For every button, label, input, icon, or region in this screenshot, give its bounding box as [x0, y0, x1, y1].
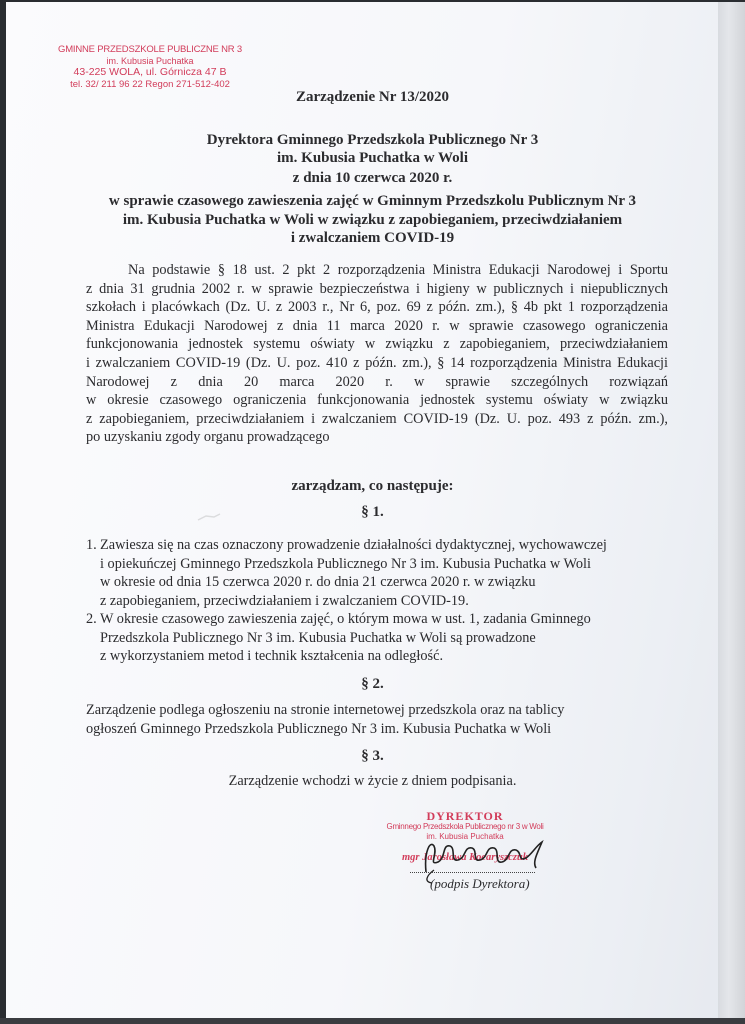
section-2-line: ogłoszeń Gminnego Przedszkola Publicznego Nr 3 im. Kubusia Puchatka w Woli [86, 720, 552, 737]
decree-heading: zarządzam, co następuje: [291, 478, 454, 494]
stamp-line-2: im. Kubusia Puchatka [106, 55, 194, 66]
section-3-heading: § 3. [361, 748, 384, 764]
document-date: z dnia 10 czerwca 2020 r. [292, 170, 453, 186]
director-name: mgr Jarosława Kocaryszczuk [401, 852, 528, 863]
signature-caption: (podpis Dyrektora) [430, 876, 530, 891]
item-line: z wykorzystaniem metod i technik kształcenia na odległość. [100, 648, 444, 664]
scanner-shadow [0, 1018, 745, 1024]
subject-line-3: i zwalczaniem COVID-19 [290, 230, 455, 246]
preamble-line: z dnia 31 grudnia 2002 r. w sprawie bezpieczeństwa i higieny w publicznych i niepublicznych [86, 280, 668, 297]
preamble-line: szkołach i placówkach (Dz. U. z 2003 r., Nr 6, poz. 69 z późn. zm.), § 4b pkt 1 rozporządzenia [86, 299, 668, 316]
document-title: Zarządzenie Nr 13/2020 [295, 89, 450, 105]
section-1-heading: § 1. [361, 504, 384, 520]
item-line: Zawiesza się na czas oznaczony prowadzenie działalności dydaktycznej, wychowawczej [100, 537, 607, 553]
preamble-line: i zwalczaniem COVID-19 (Dz. U. poz. 410 z późn. zm.), § 14 rozporządzenia Ministra Edukacji [86, 354, 668, 371]
preamble-line: funkcjonowania jednostek systemu oświaty w związku z zapobieganiem, przeciwdziałaniem [86, 336, 668, 353]
document-subject [0, 192, 745, 248]
scan-smudge [196, 512, 222, 522]
item-line: w okresie od dnia 15 czerwca 2020 r. do dnia 21 czerwca 2020 r. w związku [100, 574, 536, 590]
section-3-text: Zarządzenie wchodzi w życie z dniem podpisania. [228, 773, 517, 789]
item-line: z zapobieganiem, przeciwdziałaniem i zwalczaniem COVID-19. [100, 592, 469, 609]
section-2-text [86, 701, 564, 738]
issuer-line-1: Dyrektora Gminnego Przedszkola Publicznego Nr 3 [206, 132, 539, 148]
director-stamp-patron: im. Kubusia Puchatka [426, 832, 504, 841]
item-line: i opiekuńczej Gminnego Przedszkola Publicznego Nr 3 im. Kubusia Puchatka w Woli [100, 555, 591, 572]
section-2-heading: § 2. [361, 676, 384, 692]
section-1-item-2 [86, 610, 666, 666]
preamble-line: w okresie czasowego ograniczenia funkcjonowania jednostek systemu oświaty w związku [86, 392, 668, 409]
item-line: Przedszkola Publicznego Nr 3 im. Kubusia Puchatka w Woli są prowadzone [100, 629, 536, 646]
preamble-line: po uzyskaniu zgody organu prowadzącego [86, 429, 330, 446]
preamble-line: Na podstawie § 18 ust. 2 pkt 2 rozporządzenia Ministra Edukacji Narodowej i Sportu [128, 262, 668, 278]
section-2-line: Zarządzenie podlega ogłoszeniu na stronie internetowej przedszkola oraz na tablicy [86, 702, 565, 718]
preamble-line: Narodowej z dnia 20 marca 2020 r. w sprawie szczególnych rozwiązań [86, 373, 668, 390]
section-1-item-1 [86, 536, 666, 610]
preamble-paragraph [86, 261, 668, 447]
stamp-line-1: GMINNE PRZEDSZKOLE PUBLICZNE NR 3 [58, 44, 242, 55]
director-stamp-institution: Gminnego Przedszkola Publicznego nr 3 w Woli [386, 822, 544, 831]
signature-line [410, 872, 535, 873]
item-number: 2. [86, 611, 97, 627]
issuer [0, 131, 745, 167]
stamp-line-4: tel. 32/ 211 96 22 Regon 271-512-402 [70, 78, 230, 90]
institution-stamp [30, 44, 270, 90]
subject-line-2: im. Kubusia Puchatka w Woli w związku z zapobieganiem, przeciwdziałaniem [122, 211, 623, 228]
director-title: DYREKTOR [426, 809, 504, 823]
stamp-line-3: 43-225 WOLA, ul. Górnicza 47 B [73, 66, 227, 78]
subject-line-1: w sprawie czasowego zawieszenia zajęć w Gminnym Przedszkolu Publicznym Nr 3 [108, 193, 637, 209]
issuer-line-2: im. Kubusia Puchatka w Woli [276, 150, 469, 166]
preamble-line: Ministra Edukacji Narodowej z dnia 11 marca 2020 r. w sprawie czasowego ograniczenia [86, 317, 668, 334]
preamble-line: z zapobieganiem, przeciwdziałaniem i zwalczaniem COVID-19 (Dz. U. poz. 493 z późn. zm.), [86, 410, 668, 427]
item-number: 1. [86, 537, 97, 553]
item-line: W okresie czasowego zawieszenia zajęć, o którym mowa w ust. 1, zadania Gminnego [100, 611, 591, 627]
